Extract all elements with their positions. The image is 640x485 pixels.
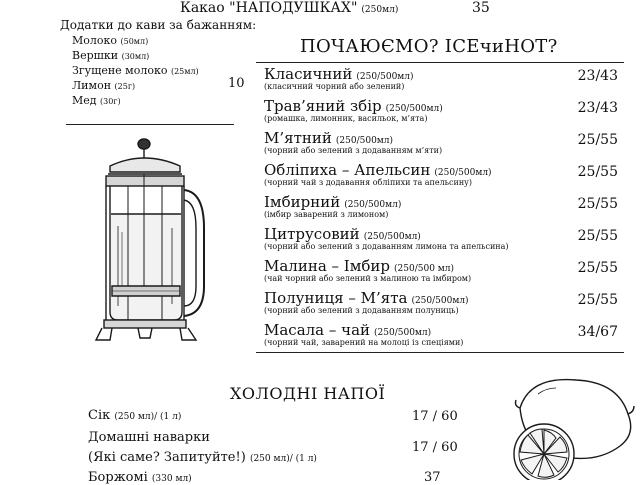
tea-description: (чорний чай з додавання обліпихи та апельсину) [264,178,472,187]
cold-name: Домашні наварки [88,430,210,445]
tea-item [264,288,620,315]
cold-price: 37 [424,470,441,485]
tea-price: 25/55 [577,260,618,276]
tea-section-title: ПОЧАЮЄМО? ICEчиНОТ? [300,36,558,57]
tea-price: 25/55 [577,164,618,180]
tea-description: (чорний чай, заварений на молоці із спеціями) [264,338,464,347]
tea-price: 23/43 [577,100,618,116]
addon-name: Мед [72,94,97,107]
tea-name: Трав’яний збір [264,97,382,115]
tea-name: Цитрусовий [264,225,360,243]
cold-price: 17 / 60 [412,440,458,455]
addon-name: Молоко [72,34,117,47]
cold-item [88,408,181,423]
tea-description: (ромашка, лимонник, васильок, м’ята) [264,114,428,123]
tea-description: (чорний або зелений з додаванням полуниць) [264,306,459,315]
divider [256,352,624,353]
addon-volume: (25г) [114,82,136,91]
tea-price: 25/55 [577,132,618,148]
cold-volume: (250 мл)/ (1 л) [249,454,317,464]
tea-volume: (250/500мл) [335,136,394,146]
cold-item-subtitle [88,450,317,465]
tea-volume: (250/500мл) [434,168,492,178]
cold-item [88,470,192,485]
addon-item [72,79,135,92]
tea-volume: (250/500 мл) [394,264,455,274]
addons-title: Додатки до кави за бажанням: [60,18,257,32]
tea-name: Полуниця – М’ята [264,289,408,307]
tea-item [264,256,620,283]
divider [66,124,234,125]
tea-item [264,64,620,91]
tea-volume: (250/500мл) [363,232,421,242]
addon-volume: (50мл) [120,37,149,46]
tea-name: Масала – чай [264,321,371,339]
tea-item [264,192,620,219]
tea-volume: (250/500мл) [344,200,402,210]
addons-price: 10 [228,76,245,91]
cold-volume: (330 мл) [151,474,192,484]
tea-item [264,128,620,155]
tea-item [264,96,620,123]
cold-name: Сік [88,408,111,423]
addon-volume: (25мл) [170,67,199,76]
tea-price: 34/67 [577,324,618,340]
addon-item [72,94,121,107]
cold-item [88,430,210,445]
tea-description: (чорний або зелений з додаванням м’яти) [264,146,443,155]
cocoa-price: 35 [472,0,490,16]
addon-item [72,49,149,62]
cold-price: 17 / 60 [412,409,458,424]
addon-name: Згущене молоко [72,64,168,77]
tea-name: Малина – Імбир [264,257,391,275]
cocoa-volume: (250мл) [361,5,399,15]
tea-price: 23/43 [577,68,618,84]
tea-volume: (250/500мл) [385,104,443,114]
addon-volume: (30мл) [121,52,150,61]
tea-name: Імбирний [264,193,341,211]
tea-price: 25/55 [577,196,618,212]
cold-volume: (250 мл)/ (1 л) [114,412,182,422]
cold-note: (Які саме? Запитуйте!) [88,450,246,465]
tea-volume: (250/500мл) [374,328,432,338]
tea-description: (імбир заварений з лимоном) [264,210,389,219]
cocoa-name: Какао "НАПОДУШКАХ" [180,0,358,16]
tea-volume: (250/500мл) [356,72,414,82]
lemon-illustration [500,368,640,480]
tea-item [264,160,620,187]
addon-item [72,64,199,77]
addon-item [72,34,148,47]
tea-name: Класичний [264,65,353,83]
cold-name: Боржомі [88,470,148,485]
tea-description: (класичний чорний або зелений) [264,82,405,91]
cocoa-item [180,0,398,16]
tea-name: Обліпиха – Апельсин [264,161,431,179]
tea-description: (чай чорний або зелений з малиною та імбиром) [264,274,472,283]
addon-volume: (30г) [100,97,121,106]
french-press-illustration [88,136,208,346]
tea-item [264,224,620,251]
tea-name: М’ятний [264,129,332,147]
tea-item [264,320,620,347]
cold-section-title: ХОЛОДНІ НАПОЇ [230,384,386,403]
tea-price: 25/55 [577,228,618,244]
addon-name: Вершки [72,49,119,62]
addon-name: Лимон [72,79,112,92]
tea-description: (чорний або зелений з додаванням лимона та апельсина) [264,242,509,251]
tea-price: 25/55 [577,292,618,308]
divider [256,62,624,63]
tea-volume: (250/500мл) [411,296,469,306]
